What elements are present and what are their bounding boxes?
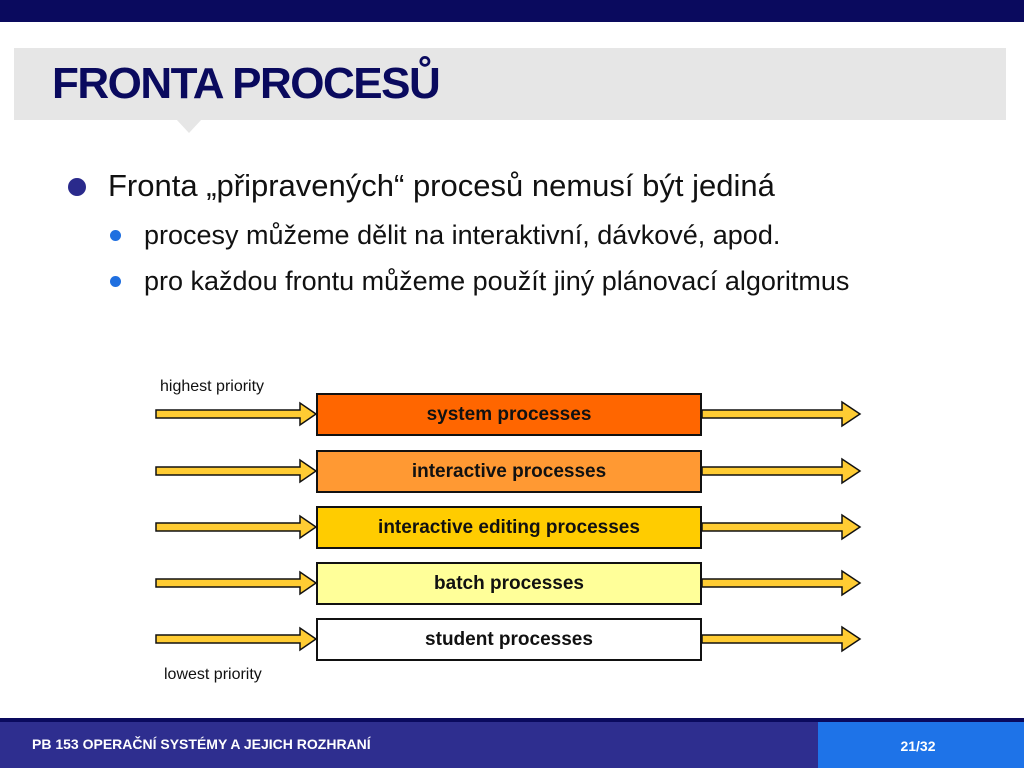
lowest-priority-label: lowest priority [164,666,262,683]
footer-course-title: PB 153 OPERAČNÍ SYSTÉMY A JEJICH ROZHRANÍ [32,736,371,752]
sub-bullet-text: pro každou frontu můžeme použít jiný plánovací algoritmus [144,266,850,296]
outgoing-arrow-icon [702,402,860,426]
sub-bullet-text: procesy můžeme dělit na interaktivní, dávkové, apod. [144,220,781,250]
queue-box: interactive editing processes [316,506,702,549]
incoming-arrow-icon [156,628,316,650]
outgoing-arrow-icon [702,571,860,595]
incoming-arrow-icon [156,460,316,482]
bullet-text: Fronta „připravených“ procesů nemusí být jediná [108,168,775,203]
incoming-arrow-icon [156,572,316,594]
outgoing-arrow-icon [702,459,860,483]
queue-box: student processes [316,618,702,661]
incoming-arrow-icon [156,516,316,538]
highest-priority-label: highest priority [160,378,265,395]
queue-box: interactive processes [316,450,702,493]
page-number: 21/32 [900,738,936,754]
outgoing-arrow-icon [702,515,860,539]
queue-box: batch processes [316,562,702,605]
queue-box: system processes [316,393,702,436]
incoming-arrow-icon [156,403,316,425]
outgoing-arrow-icon [702,627,860,651]
page-title: FRONTA PROCESŮ [52,59,440,108]
